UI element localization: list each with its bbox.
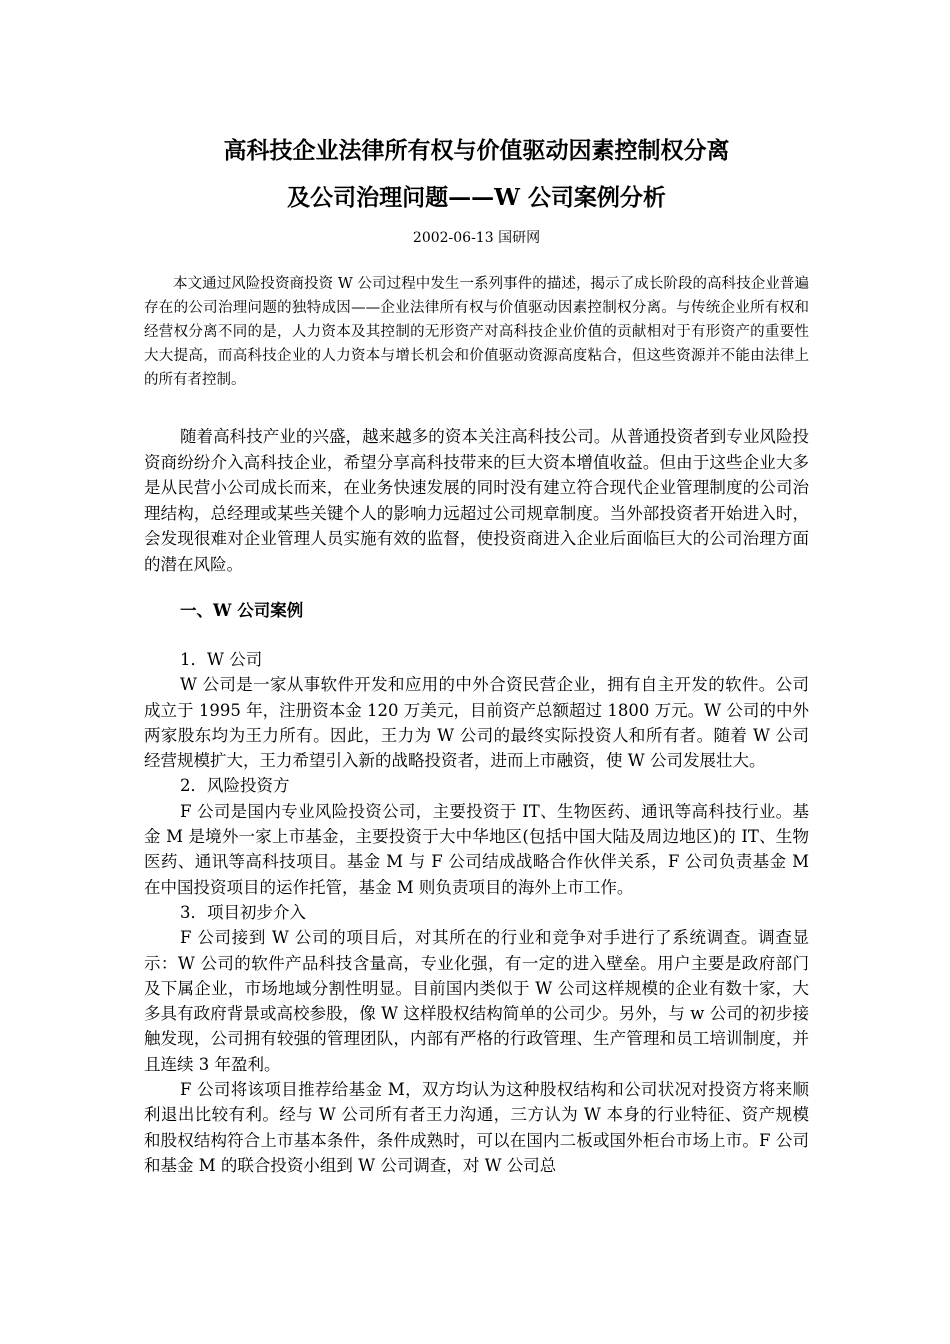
section-heading: 一、W 公司案例	[180, 601, 304, 620]
body-paragraph: F 公司接到 W 公司的项目后，对其所在的行业和竞争对手进行了系统调查。调查显示：W 公司的软件产品科技含量高，专业化强，有一定的进入壁垒。用户主要是政府部门及下属企业，市场地域分割性明显。目前国内类似于 W 公司这样规模的企业有数十家，大多具有政府背景或高校参股，像 W 这样股权结构简单的公司少。另外，与 w 公司的初步接触发现，公司拥有较强的管理团队，内部有严格的行政管理、生产管理和员工培训制度，并且连续 3 年盈利。	[144, 928, 809, 1074]
case-section-body	[144, 647, 809, 1178]
body-paragraph: F 公司将该项目推荐给基金 M，双方均认为这种股权结构和公司状况对投资方将来顺利退出比较有利。经与 W 公司所有者王力沟通，三方认为 W 本身的行业特征、资产规模和股权结构符合上市基本条件，条件成熟时，可以在国内二板或国外柜台市场上市。F 公司和基金 M 的联合投资小组到 W 公司调查，对 W 公司总	[144, 1080, 809, 1175]
abstract-paragraph: 本文通过风险投资商投资 W 公司过程中发生一系列事件的描述，揭示了成长阶段的高科技企业普遍存在的公司治理问题的独特成因——企业法律所有权与价值驱动因素控制权分离。与传统企业所有权和经营权分离不同的是，人力资本及其控制的无形资产对高科技企业价值的贡献相对于有形资产的重要性大大提高，而高科技企业的人力资本与增长机会和价值驱动资源高度粘合，但这些资源并不能由法律上的所有者控制。	[144, 276, 809, 388]
subsection-heading: 1．W 公司	[180, 650, 263, 669]
body-paragraph: F 公司是国内专业风险投资公司，主要投资于 IT、生物医药、通讯等高科技行业。基金 M 是境外一家上市基金，主要投资于大中华地区(包括中国大陆及周边地区)的 IT、生物医药、通讯等高科技项目。基金 M 与 F 公司结成战略合作伙伴关系，F 公司负责基金 M 在中国投资项目的运作托管，基金 M 则负责项目的海外上市工作。	[144, 801, 809, 897]
subsection-heading: 3．项目初步介入	[180, 902, 306, 922]
subsection-heading: 2．风险投资方	[180, 776, 290, 796]
intro-paragraph: 随着高科技产业的兴盛，越来越多的资本关注高科技公司。从普通投资者到专业风险投资商纷纷介入高科技企业，希望分享高科技带来的巨大资本增值收益。但由于这些企业大多是从民营小公司成长而来，在业务快速发展的同时没有建立符合现代企业管理制度的公司治理结构，总经理或某些关键个人的影响力远超过公司规章制度。当外部投资者开始进入时，会发现很难对企业管理人员实施有效的监督，使投资商进入企业后面临巨大的公司治理方面的潜在风险。	[144, 427, 809, 574]
document-title-line-1: 高科技企业法律所有权与价值驱动因素控制权分离	[223, 137, 730, 164]
document-title-line-2: 及公司治理问题——W 公司案例分析	[287, 184, 666, 211]
body-paragraph: W 公司是一家从事软件开发和应用的中外合资民营企业，拥有自主开发的软件。公司成立于 1995 年，注册资本金 120 万美元，目前资产总额超过 1800 万元。W 公司的中外两家股东均为王力所有。因此，王力为 W 公司的最终实际投资人和所有者。随着 W 公司经营规模扩大，王力希望引入新的战略投资者，进而上市融资，使 W 公司发展壮大。	[144, 675, 809, 771]
dateline: 2002-06-13 国研网	[412, 230, 541, 246]
